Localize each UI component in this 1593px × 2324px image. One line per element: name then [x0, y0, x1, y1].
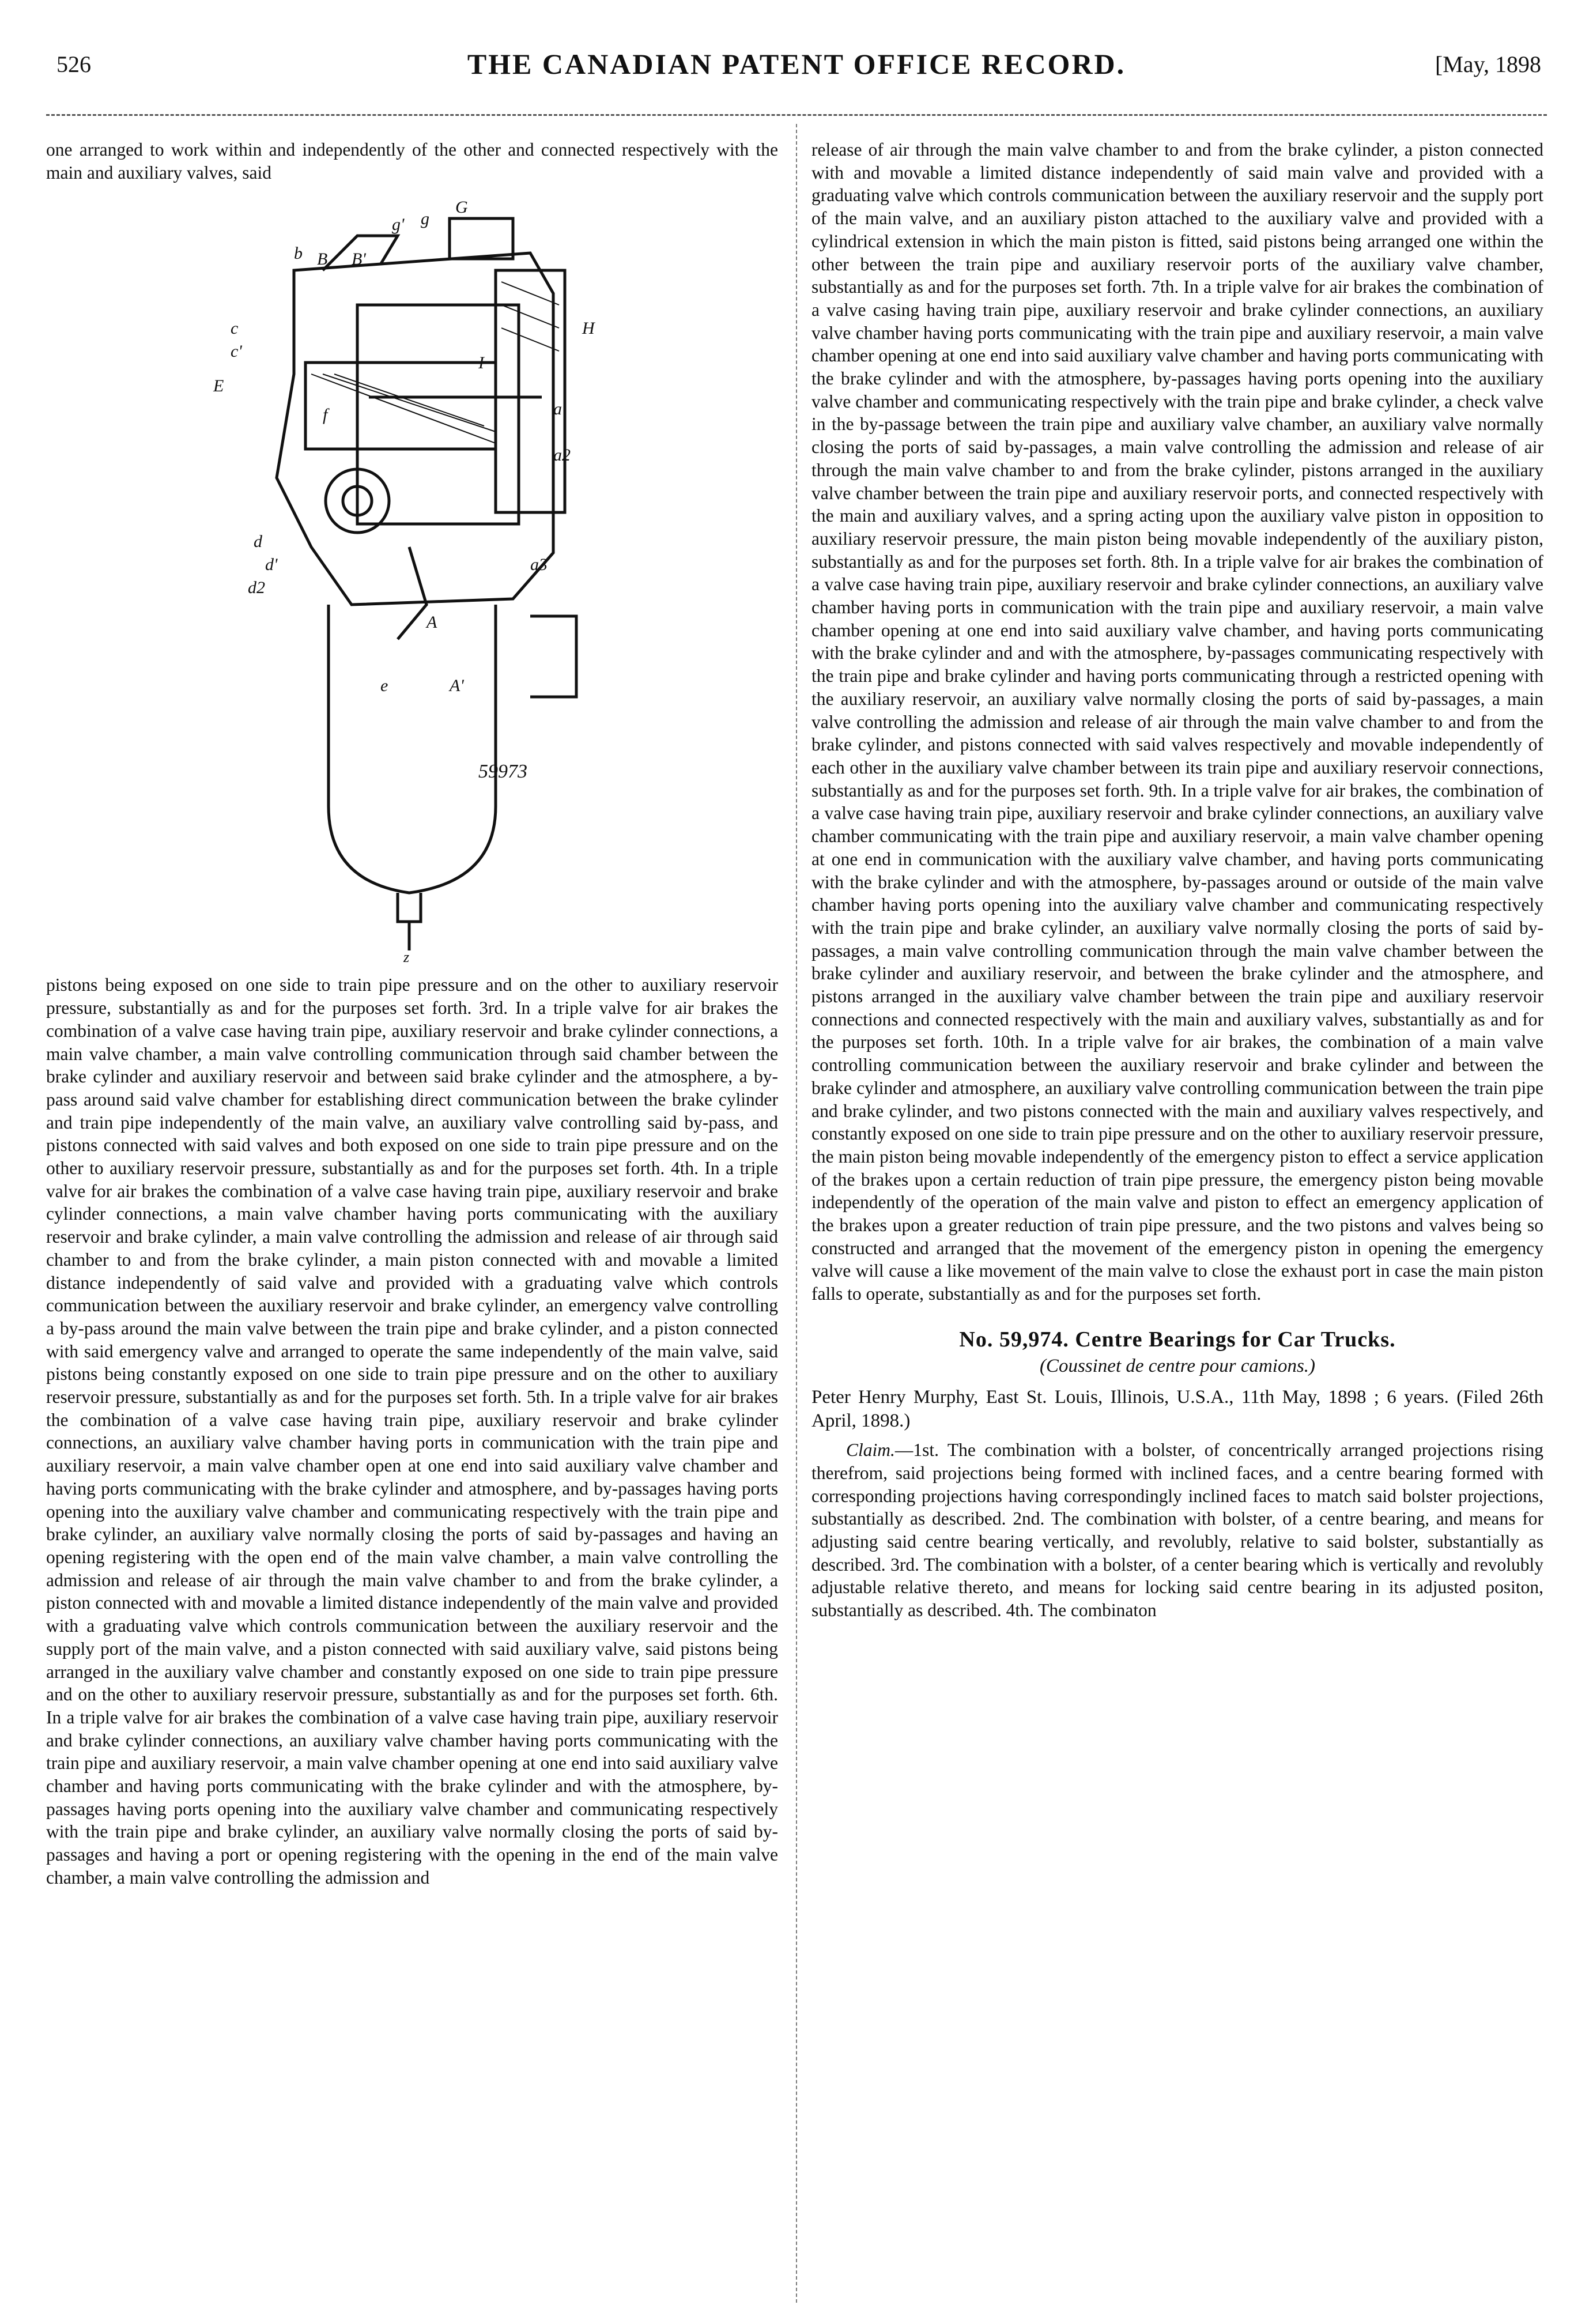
patent-heading: No. 59,974. Centre Bearings for Car Trucks. — [959, 1327, 1396, 1352]
left-intro-text: one arranged to work within and independently of the other and connected respectively with the main and auxiliary valves, said — [46, 139, 778, 183]
svg-text:A': A' — [450, 676, 464, 696]
svg-text:G: G — [455, 201, 468, 217]
svg-text:b: b — [294, 244, 303, 263]
svg-text:a2: a2 — [553, 446, 571, 465]
column-divider — [796, 124, 797, 2303]
svg-text:c': c' — [231, 342, 242, 361]
svg-text:a: a — [553, 399, 562, 419]
svg-text:a3: a3 — [530, 555, 548, 575]
svg-text:d2: d2 — [248, 578, 265, 598]
issue-date: [May, 1898 — [1435, 51, 1541, 77]
svg-text:A: A — [426, 613, 437, 632]
right-column — [811, 138, 1543, 1622]
svg-text:f: f — [323, 405, 328, 425]
page-header — [40, 48, 1553, 85]
page-number: 526 — [56, 51, 91, 77]
svg-text:H: H — [582, 319, 595, 338]
svg-text:c: c — [231, 319, 239, 338]
patentee-line: Peter Henry Murphy, East St. Louis, Illinois, U.S.A., 11th May, 1898 ; 6 years. (Filed 26th April, 1898.) — [811, 1387, 1543, 1432]
svg-text:E: E — [213, 376, 224, 396]
right-body-text: release of air through the main valve chamber to and from the brake cylinder, a piston connected with and movable a limited distance independently of said main valve and provided with a graduating valve which controls communication between the auxiliary reservoir and the supply port of the main valve, and an auxiliary piston attached to the auxiliary valve and provided with a cylindrical extension in which the main piston is fitted, said pistons being arranged one within the other between the train pipe and auxiliary reservoir ports of the auxiliary valve chamber, substantially as and for the purposes set forth. 7th. In a triple valve for air brakes the combination of a valve casing having train pipe, auxiliary reservoir and brake cylinder connections, an auxiliary valve chamber having ports communicating with the train pipe and auxiliary reservoir, a main valve chamber opening at one end into said auxiliary valve chamber and having ports communicating with the brake cylinder and with the atmosphere, by-passages having ports opening into the auxiliary valve chamber and communicating respectively with the train pipe and brake cylinder, a check valve in the by-passage between the train pipe and auxiliary valve chamber, an auxiliary valve normally closing the ports of said by-passages, a main valve controlling the admission and release of air through the main valve chamber to and from the brake cylinder, pistons arranged in the auxiliary valve chamber between the train pipe and auxiliary reservoir ports, and connected respectively with the main and auxiliary valves, and a spring acting upon the auxiliary valve piston in opposition to auxiliary reservoir pressure, the main piston being movable independently of the auxiliary piston, substantially as and for the purposes set forth. 8th. In a triple valve for air brakes the combination of a valve case having train pipe, auxiliary reservoir and brake cylinder connections, an auxiliary valve chamber having ports in communication with the train pipe and auxiliary reservoir, a main valve chamber opening at one end into said auxiliary valve chamber, and having ports communicating with the brake cylinder and and with the atmosphere, by-passages communicating respectively with the train pipe and brake cylinder and having ports communicating through a restricted opening with the auxiliary reservoir, an auxiliary valve normally closing the ports of said by-passages, a main valve controlling the admission and release of air through the main valve chamber to and from the brake cylinder, and pistons connected with said valves respectively and movable independently of each other in the auxiliary valve chamber between its train pipe and auxiliary reservoir connections, substantially as and for the purposes set forth. 9th. In a triple valve for air brakes, the combination of a valve case having train pipe, auxiliary reservoir and brake cylinder connections, an auxiliary valve chamber communicating with the train pipe and auxiliary reservoir, a main valve chamber opening at one end in communication with the auxiliary valve chamber, and having ports communicating with the brake cylinder and with the atmosphere, by-passages around or outside of the main valve chamber having ports opening into the auxiliary valve chamber and communicating respectively with the train pipe and brake cylinder, an auxiliary valve normally closing the ports of said by-passages, a main valve controlling communication through the main valve chamber between the brake cylinder and auxiliary reservoir, and between the brake cylinder and the atmosphere, and pistons arranged in the auxiliary valve chamber between the train pipe and auxiliary reservoir connections and connected respectively with the main and auxiliary valves, substantially as and for the purposes set forth. 10th. In a triple valve for air brakes, the combination of a main valve controlling communication between the auxiliary reservoir and brake cylinder and between the brake cylinder and atmosphere, an auxiliary valve controlling communication between the train pipe and brake cylinder, and two pistons connected with the main and auxiliary valves respectively, and constantly exposed on one side to train pipe pressure and on the other to auxiliary reservoir pressure, the main piston being movable independently of the emergency piston to effect a service application of the brakes upon a certain reduction of train pipe pressure, the emergency piston being movable independently of the operation of the main valve and piston to effect an emergency application of the brakes upon a greater reduction of train pipe pressure, and the two pistons and valves being so constructed and arranged that the movement of the emergency piston in opening the emergency valve will cause a like movement of the main valve to close the exhaust port in case the main piston falls to operate, substantially as and for the purposes set forth. — [811, 139, 1543, 1304]
triple-valve-drawing — [207, 201, 622, 962]
publication-title: THE CANADIAN PATENT OFFICE RECORD. — [467, 48, 1126, 80]
left-column — [46, 138, 778, 1889]
svg-text:z: z — [403, 949, 410, 963]
claim-text: —1st. The combination with a bolster, of concentrically arranged projections rising therefrom, said projections being formed with inclined faces, and a centre bearing formed with corresponding projections having correspondingly inclined faces to match said bolster projections, substantially as described. 2nd. The combination with bolster, of a centre bearing, and means for adjusting said centre bearing vertically, and revolubly, relative to said bolster, substantially as described. 3rd. The combination with a bolster, of a center bearing which is vertically and revolubly adjustable relative thereto, and means for locking said centre bearing in its adjusted positon, substantially as described. 4th. The combinaton — [811, 1440, 1543, 1621]
left-body-text: pistons being exposed on one side to train pipe pressure and on the other to auxiliary reservoir pressure, substantially as and for the purposes set forth. 3rd. In a triple valve for air brakes the combination of a valve case having train pipe, auxiliary reservoir and brake cylinder connections, a main valve chamber, a main valve controlling communication through said chamber between the brake cylinder and auxiliary reservoir and between said brake cylinder and the atmosphere, a by-pass around said valve chamber for establishing direct communication between the brake cylinder and train pipe independently of the main valve, an auxiliary valve controlling said by-pass, and pistons connected with said valves and both exposed on one side to train pipe pressure and on the other to auxiliary reservoir pressure, substantially as and for the purposes set forth. 4th. In a triple valve for air brakes the combination of a valve case having train pipe, auxiliary reservoir and brake cylinder connections, a main valve chamber having ports communicating with the auxiliary reservoir and brake cylinder, a main valve controlling the admission and release of air through said chamber to and from the brake cylinder, a main piston connected with and movable a limited distance independently of said valve and provided with a graduating valve which controls communication between the auxiliary reservoir and brake cylinder, an emergency valve controlling a by-pass around the main valve between the train pipe and brake cylinder, and a piston connected with said emergency valve and arranged to operate the same independently of the main valve, said pistons being constantly exposed on one side to train pipe pressure and on the other to auxiliary reservoir pressure, substantially as and for the purposes set forth. 5th. In a triple valve for air brakes the combination of a valve case having train pipe, auxiliary reservoir and brake cylinder connections, an auxiliary valve chamber having ports in communication with the train pipe and auxiliary reservoir, a main valve chamber open at one end into said auxiliary valve chamber and having ports communicating with the brake cylinder and atmosphere, and by-passages having ports opening into the auxiliary valve chamber and communicating respectively with the train pipe and brake cylinder, an auxiliary valve normally closing the ports of said by-passages and having an opening registering with the open end of the main valve chamber, a main valve controlling the admission and release of air through the main valve chamber to and from the brake cylinder, a piston connected with and movable a limited distance independently of the main valve and provided with a graduating valve which controls communication between the auxiliary reservoir and the supply port of the main valve, and a piston connected with said auxiliary valve, said pistons being arranged in the auxiliary valve chamber and constantly exposed on one side to train pipe pressure and on the other to auxiliary reservoir pressure, substantially as and for the purposes set forth. 6th. In a triple valve for air brakes the combination of a valve case having train pipe, auxiliary reservoir and brake cylinder connections, an auxiliary valve chamber having ports communicating with the train pipe and auxiliary reservoir, a main valve chamber opening at one end into said auxiliary valve chamber and having ports communicating with the brake cylinder and with the atmosphere, by-passages having ports opening into the auxiliary valve chamber and communicating respectively with the train pipe and brake cylinder, an auxiliary valve normally closing the ports of said by-passages and having a port or opening registering with the opening in the end of the main valve chamber, a main valve controlling the admission and — [46, 975, 778, 1888]
svg-text:e: e — [380, 676, 388, 696]
claim-paragraph — [811, 1439, 1543, 1622]
svg-text:B: B — [317, 250, 328, 269]
svg-text:d': d' — [265, 555, 278, 575]
svg-text:d: d — [254, 532, 262, 552]
claim-label: Claim. — [846, 1440, 895, 1461]
svg-text:I: I — [478, 353, 484, 373]
svg-text:g: g — [421, 209, 429, 229]
patent-subheading: (Coussinet de centre pour camions.) — [1039, 1355, 1316, 1376]
header-rule — [46, 114, 1547, 116]
svg-text:g': g' — [392, 215, 405, 235]
figure-number: 59973 — [478, 761, 527, 783]
patent-figure — [46, 184, 778, 974]
svg-text:B': B' — [352, 250, 366, 269]
